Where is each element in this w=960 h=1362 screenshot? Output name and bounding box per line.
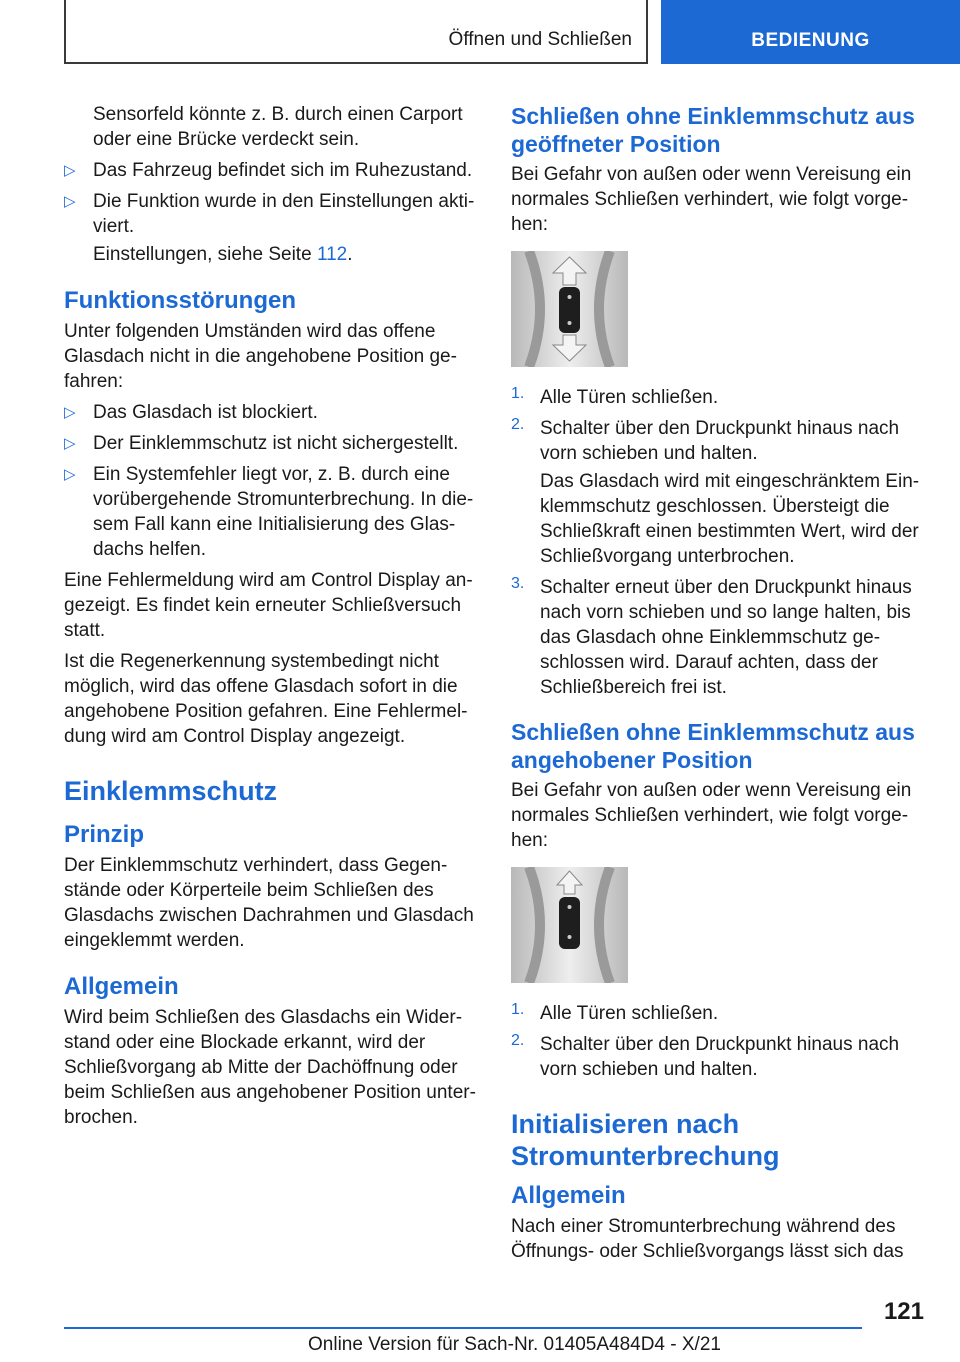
continued-text-2: oder eine Brücke verdeckt sein. <box>93 129 360 150</box>
heading-initialisieren: Initialisieren nach Stromunterbrechung <box>511 1109 780 1171</box>
list-item <box>511 575 931 700</box>
paragraph-stoerungen: Unter folgenden Umständen wird das offene Glasdach nicht in die angehobene Position ge-fahren: <box>64 321 457 392</box>
heading-schliessen-angehoben: Schließen ohne Einklemmschutz aus angehobener Position <box>511 719 915 773</box>
page-link[interactable]: 112 <box>316 244 348 265</box>
triangle-bullet-icon: ▷ <box>64 404 76 421</box>
roof-switch-slide-illustration <box>511 251 628 367</box>
list-item <box>511 1032 931 1082</box>
step-text: Schalter erneut über den Druckpunkt hinaus nach vorn schieben und so lange halten, bis das Glasdach ohne Einklemmschutz ge-schlossen wird. Darauf achten, dass der Schließbereich frei ist. <box>540 577 912 698</box>
list-item-text: Ein Systemfehler liegt vor, z. B. durch eine vorübergehende Stromunterbrechung. In die-sem Fall kann eine Initialisierung des Glas-dachs helfen. <box>93 464 474 560</box>
paragraph-angehoben: Bei Gefahr von außen oder wenn Vereisung ein normales Schließen verhindert, wie folgt vorge-hen: <box>511 780 912 851</box>
footer-divider <box>64 1327 862 1329</box>
step-text: Schalter über den Druckpunkt hinaus nach vorn schieben und halten. <box>540 418 900 464</box>
paragraph-fehlermeldung: Eine Fehlermeldung wird am Control Display an-gezeigt. Es findet kein erneuter Schließversuch statt. <box>64 570 473 641</box>
heading-prinzip: Prinzip <box>64 821 145 848</box>
heading-funktionsstoerungen: Funktionsstörungen <box>64 287 296 314</box>
paragraph-initialisieren: Nach einer Stromunterbrechung während des Öffnungs- oder Schließvorgangs lässt sich das <box>511 1216 904 1262</box>
list-item <box>64 189 484 239</box>
roof-switch-slide-image <box>511 251 628 367</box>
list-item-text: Die Funktion wurde in den Einstellungen akti-viert. <box>93 191 475 237</box>
list-item <box>511 385 931 410</box>
triangle-bullet-icon: ▷ <box>64 193 76 210</box>
heading-allgemein-init: Allgemein <box>511 1182 626 1209</box>
continued-text-1: Sensorfeld könnte z. B. durch einen Carport <box>93 104 463 125</box>
triangle-bullet-icon: ▷ <box>64 435 76 452</box>
left-column <box>64 102 484 1136</box>
paragraph-prinzip: Der Einklemmschutz verhindert, dass Gegen-stände oder Körperteile beim Schließen des Glasdachs zwischen Dachrahmen und Glasdach eingeklemmt werden. <box>64 855 474 951</box>
list-item <box>64 431 484 456</box>
list-item <box>64 400 484 425</box>
heading-einklemmschutz: Einklemmschutz <box>64 776 278 806</box>
footer-version-text: Online Version für Sach-Nr. 01405A484D4 - X/21 <box>308 1334 721 1355</box>
step-number: 1. <box>511 1001 525 1018</box>
settings-reference: Einstellungen, siehe Seite 112. <box>93 244 353 265</box>
list-item-text: Der Einklemmschutz ist nicht sichergestellt. <box>93 433 459 454</box>
right-column <box>511 102 931 1264</box>
paragraph-regenerkennung: Ist die Regenerkennung systembedingt nicht möglich, wird das offene Glasdach sofort in die angehobene Position gefahren. Eine Fehlermel-dung wird am Control Display angezeigt. <box>64 651 468 747</box>
triangle-bullet-icon: ▷ <box>64 162 76 179</box>
step-text: Alle Türen schließen. <box>540 387 719 408</box>
header-section-title: Öffnen und Schließen <box>448 29 632 50</box>
list-item <box>64 462 484 562</box>
paragraph-allgemein: Wird beim Schließen des Glasdachs ein Wider-stand oder eine Blockade erkannt, wird der Schließvorgang ab Mitte der Dachöffnung oder beim Schließen aus angehobener Position unter-brochen. <box>64 1007 476 1128</box>
paragraph-geoeffnet: Bei Gefahr von außen oder wenn Vereisung ein normales Schließen verhindert, wie folgt vorge-hen: <box>511 164 912 235</box>
heading-schliessen-geoeffnet: Schließen ohne Einklemmschutz aus geöffneter Position <box>511 103 915 157</box>
step-number: 3. <box>511 575 525 592</box>
page-number: 121 <box>883 1298 924 1325</box>
list-item <box>511 1001 931 1026</box>
list-item-text: Das Glasdach ist blockiert. <box>93 402 318 423</box>
step-text: Alle Türen schließen. <box>540 1003 719 1024</box>
step-number: 2. <box>511 1032 525 1049</box>
header-chapter-label: BEDIENUNG <box>751 30 870 51</box>
header-chapter-tab[interactable] <box>661 0 960 64</box>
roof-switch-press-illustration <box>511 867 628 983</box>
step-note: Das Glasdach wird mit eingeschränktem Ein-klemmschutz geschlossen. Übersteigt die Schließkraft einen bestimmten Wert, wird der Schließvorgang unterbrochen. <box>540 471 920 567</box>
list-item <box>64 158 484 183</box>
triangle-bullet-icon: ▷ <box>64 466 76 483</box>
step-number: 2. <box>511 416 525 433</box>
header-section-box <box>64 0 648 64</box>
list-item-text: Das Fahrzeug befindet sich im Ruhezustand. <box>93 160 473 181</box>
step-number: 1. <box>511 385 525 402</box>
heading-allgemein: Allgemein <box>64 973 179 1000</box>
roof-switch-press-image <box>511 867 628 983</box>
step-text: Schalter über den Druckpunkt hinaus nach vorn schieben und halten. <box>540 1034 900 1080</box>
list-item <box>511 416 931 466</box>
